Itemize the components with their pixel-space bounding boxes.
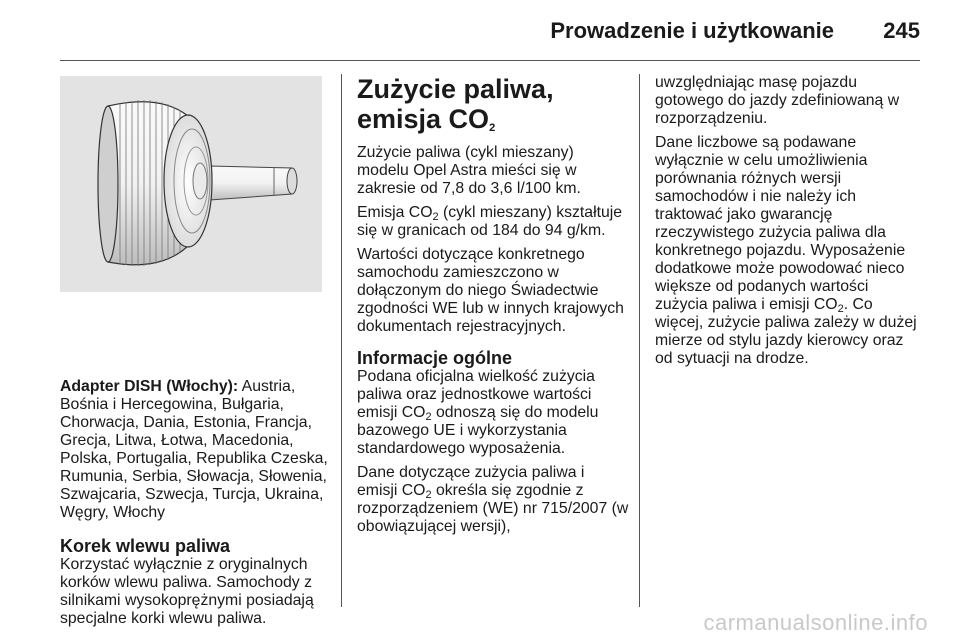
page-header xyxy=(60,14,920,60)
fuel-consumption-heading: Zużycie paliwa, emisja $CO_2$ xyxy=(357,74,554,134)
general-info-heading: Informacje ogólne xyxy=(357,348,513,368)
paragraph-disclaimer: Dane liczbowe są podawane wyłącznie w celu umożliwienia porównania różnych wersji samochodów i nie należy ich traktować jako gwarancję rzeczywistego zużycia paliwa dla konkretnego pojazdu. Wyposażenie dodatkowe może powodować nieco większe od podanych wartości zużycia paliwa i emisji $CO_2$. Co więcej, zużycie paliwa zależy w dużej mierze od stylu jazdy kierowcy oraz od sytuacji na drodze. xyxy=(655,134,917,367)
paragraph-regulation: Dane dotyczące zużycia paliwa i emisji $CO_2$ określa się zgodnie z rozporządzeniem (WE) nr 715/2007 (w obowiązującej wersji), xyxy=(357,464,629,535)
paragraph-certificate: Wartości dotyczące konkretnego samochodu zamieszczono w dołączonym do niego Świadectwie zgodności WE lub w innych krajowych dokumentach rejestracyjnych. xyxy=(357,246,624,335)
column-divider-2 xyxy=(639,74,640,607)
section-title: Prowadzenie i użytkowanie xyxy=(550,18,834,43)
paragraph-emission: Emisja $CO_2$ (cykl mieszany) kształtuje się w granicach od 184 do 94 g/km. xyxy=(357,204,623,239)
fuel-cap-heading: Korek wlewu paliwa xyxy=(60,536,231,556)
fuel-adapter-illustration xyxy=(60,76,322,292)
watermark: carmanualsonline.info xyxy=(703,610,928,635)
paragraph-official-values: Podana oficjalna wielkość zużycia paliwa oraz jednostkowe wartości emisji $CO_2$ odnoszą się do modelu bazowego UE i wykorzystania standardowego wyposażenia. xyxy=(357,368,599,457)
fuel-cap-text: Korzystać wyłącznie z oryginalnych korków wlewu paliwa. Samochody z silnikami wysokoprężnymi posiadają specjalne korki wlewu paliwa. xyxy=(60,556,314,627)
column-2 xyxy=(357,74,629,542)
paragraph-consumption: Zużycie paliwa (cykl mieszany) modelu Opel Astra mieści się w zakresie od 7,8 do 3,6 l/100 km. xyxy=(357,144,581,197)
page-number: 245 xyxy=(883,18,920,43)
column-1 xyxy=(60,74,328,634)
adapter-caption: Adapter DISH (Włochy): Austria, Bośnia i Hercegowina, Bułgaria, Chorwacja, Dania, Estonia, Francja, Grecja, Litwa, Łotwa, Macedonia, Polska, Portugalia, Republika Czeska, Rumunia, Serbia, Słowacja, Słowenia, Szwajcaria, Szwecja, Turcja, Ukraina, Węgry, Włochy xyxy=(60,378,328,521)
column-3 xyxy=(655,74,925,374)
paragraph-mass: uwzględniając masę pojazdu gotowego do jazdy zdefiniowaną w rozporządzeniu. xyxy=(655,74,900,127)
column-divider-1 xyxy=(341,74,342,607)
header-divider xyxy=(60,60,920,61)
